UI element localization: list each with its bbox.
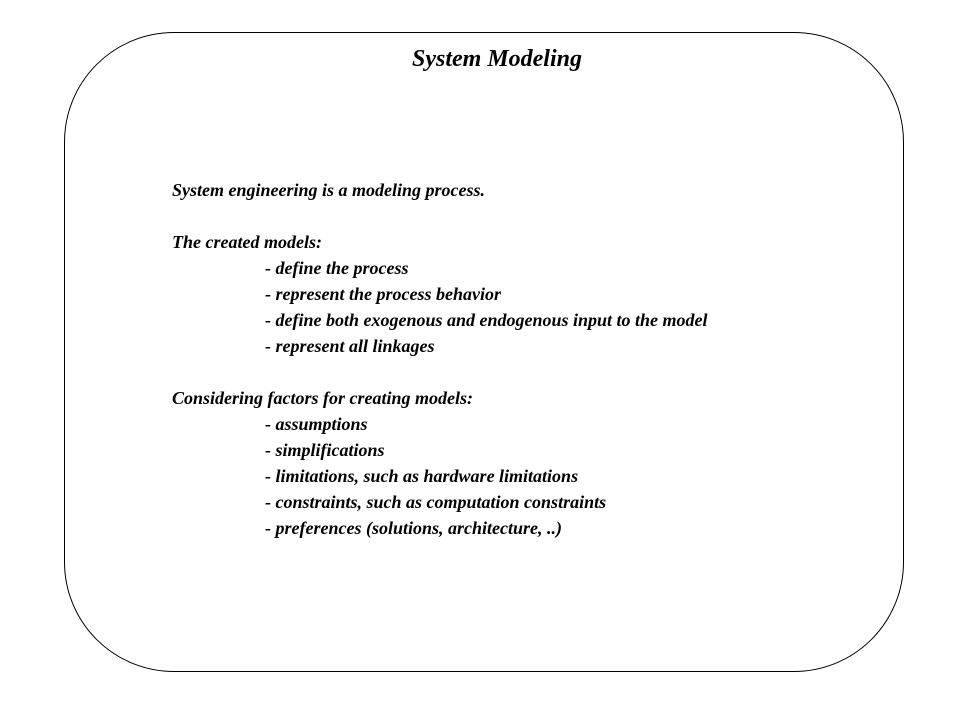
factors-item: - constraints, such as computation constraints (265, 492, 607, 512)
factors-item: - limitations, such as hardware limitations (265, 466, 579, 486)
models-item: - represent the process behavior (265, 284, 501, 304)
spacer (172, 359, 708, 385)
models-item: - represent all linkages (265, 336, 435, 356)
intro-text: System engineering is a modeling process. (172, 180, 486, 200)
factors-item: - simplifications (265, 440, 385, 460)
models-item: - define the process (265, 258, 409, 278)
models-heading: The created models: (172, 232, 322, 252)
factors-heading: Considering factors for creating models: (172, 388, 474, 408)
models-item: - define both exogenous and endogenous input to the model (265, 310, 708, 330)
factors-item: - preferences (solutions, architecture, ..) (265, 518, 562, 538)
spacer (172, 203, 708, 229)
factors-item: - assumptions (265, 414, 368, 434)
slide-body (172, 177, 708, 541)
slide-title: System Modeling (411, 46, 582, 72)
